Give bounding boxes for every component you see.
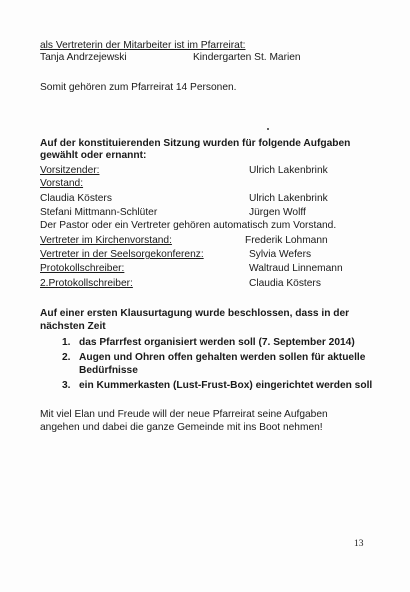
board-member: Stefani Mittmann-Schlüter [40, 207, 158, 218]
pastor-note: Der Pastor oder ein Vertreter gehören automatisch zum Vorstand. [40, 220, 337, 231]
meeting-heading-line1: Auf der konstituierenden Sitzung wurden für folgende Aufgaben [40, 138, 351, 149]
representative-name: Tanja Andrzejewski [40, 52, 127, 63]
list-number: 3. [62, 380, 71, 391]
role-name: Ulrich Lakenbrink [249, 165, 328, 176]
role-label: Protokollschreiber: [40, 263, 125, 274]
list-item: das Pfarrfest organisiert werden soll (7. September 2014) [79, 337, 355, 348]
role-label: Vertreter im Kirchenvorstand: [40, 235, 172, 246]
board-member: Jürgen Wolff [249, 207, 306, 218]
board-member: Ulrich Lakenbrink [249, 193, 328, 204]
list-number: 1. [62, 337, 71, 348]
role-name: Frederik Lohmann [245, 235, 328, 246]
list-item-continuation: Bedürfnisse [79, 365, 138, 376]
role-name: Waltraud Linnemann [249, 263, 343, 274]
list-item: ein Kummerkasten (Lust-Frust-Box) eingerichtet werden soll [79, 380, 373, 391]
summary-text: Somit gehören zum Pfarreirat 14 Personen. [40, 82, 237, 93]
role-label: Vertreter in der Seelsorgekonferenz: [40, 249, 204, 260]
role-label: Vorstand: [40, 178, 84, 189]
representative-heading: als Vertreterin der Mitarbeiter ist im Pfarreirat: [40, 40, 246, 51]
role-label: Vorsitzender: [40, 165, 100, 176]
page-number: 13 [354, 539, 364, 549]
board-member: Claudia Kösters [40, 193, 112, 204]
role-label: 2.Protokollschreiber: [40, 278, 133, 289]
list-number: 2. [62, 352, 71, 363]
closing-line1: Mit viel Elan und Freude will der neue Pfarreirat seine Aufgaben [40, 409, 328, 420]
stray-dot [267, 128, 269, 130]
retreat-heading-line2: nächsten Zeit [40, 321, 106, 332]
representative-place: Kindergarten St. Marien [193, 52, 301, 63]
list-item: Augen und Ohren offen gehalten werden sollen für aktuelle [79, 352, 366, 363]
role-name: Sylvia Wefers [249, 249, 312, 260]
retreat-heading-line1: Auf einer ersten Klausurtagung wurde beschlossen, dass in der [40, 308, 350, 319]
meeting-heading-line2: gewählt oder ernannt: [40, 150, 147, 161]
closing-line2: angehen und dabei die ganze Gemeinde mit ins Boot nehmen! [40, 422, 323, 433]
role-name: Claudia Kösters [249, 278, 321, 289]
